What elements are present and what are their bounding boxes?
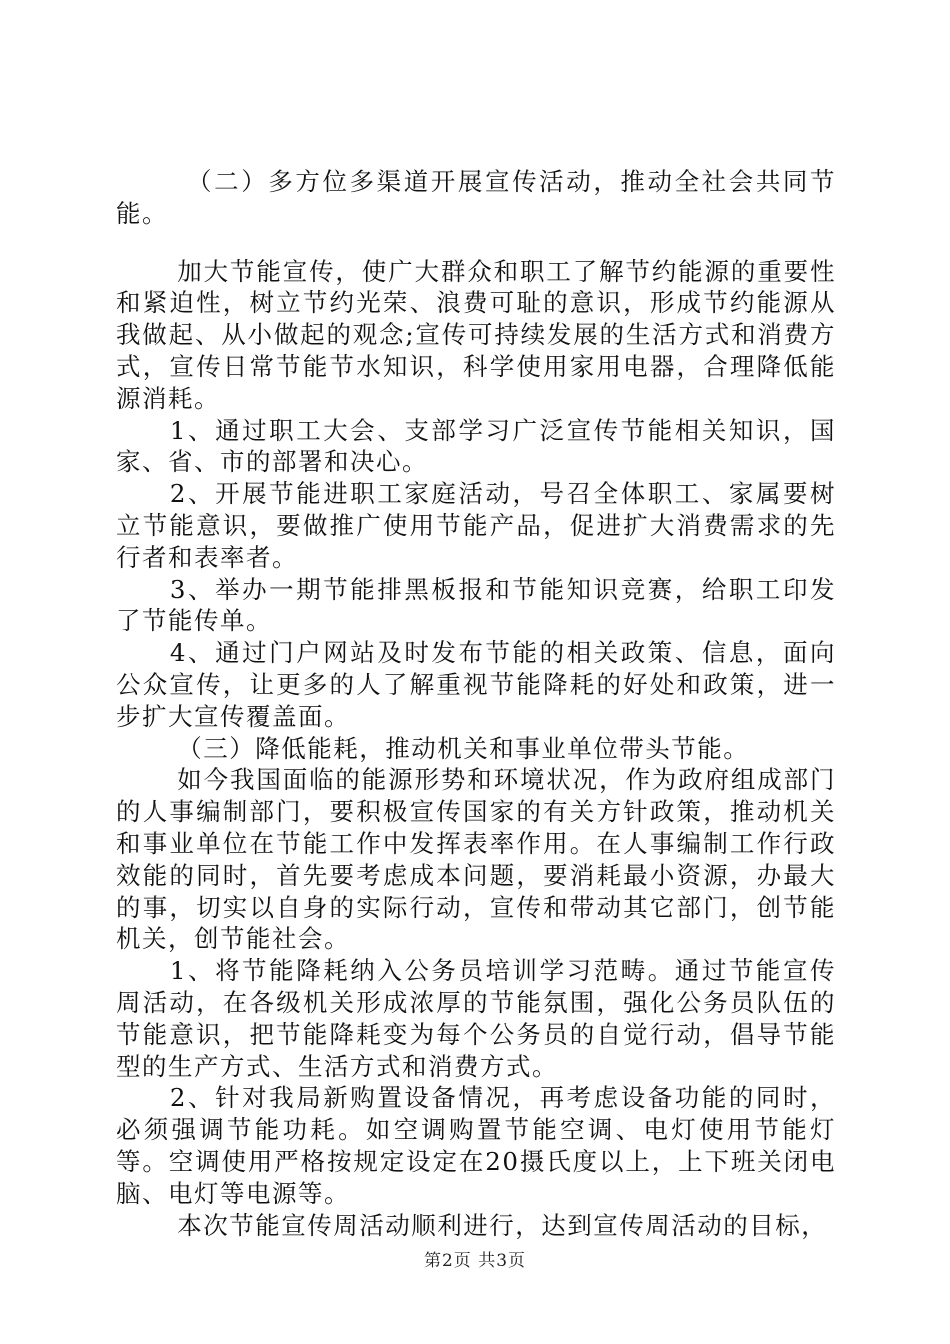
list-item: 2、开展节能进职工家庭活动，号召全体职工、家属要树立节能意识，要做推广使用节能产品，促进扩大消费需求的先行者和表率者。 — [116, 479, 836, 572]
section-heading-3: （三）降低能耗，推动机关和事业单位带头节能。 — [177, 733, 750, 763]
list-item: 1、将节能降耗纳入公务员培训学习范畴。通过节能宣传周活动，在各级机关形成浓厚的节能氛围，强化公务员队伍的节能意识，把节能降耗变为每个公务员的自觉行动，倡导节能型的生产方式、生活方式和消费方式。 — [116, 956, 836, 1081]
list-item: 4、通过门户网站及时发布节能的相关政策、信息，面向公众宣传，让更多的人了解重视节能降耗的好处和政策，进一步扩大宣传覆盖面。 — [116, 638, 836, 731]
body-paragraph: 加大节能宣传，使广大群众和职工了解节约能源的重要性和紧迫性，树立节约光荣、浪费可耻的意识，形成节约能源从我做起、从小做起的观念;宣传可持续发展的生活方式和消费方式，宣传日常节能节水知识，科学使用家用电器，合理降低能源消耗。 — [116, 256, 836, 413]
document-body — [116, 166, 836, 1241]
section-heading-2: （二）多方位多渠道开展宣传活动，推动全社会共同节能。 — [116, 167, 836, 228]
list-item: 3、举办一期节能排黑板报和节能知识竞赛，给职工印发了节能传单。 — [116, 574, 836, 636]
body-paragraph: 如今我国面临的能源形势和环境状况，作为政府组成部门的人事编制部门，要积极宣传国家的有关方针政策，推动机关和事业单位在节能工作中发挥表率作用。在人事编制工作行政效能的同时，首先要考虑成本问题，要消耗最小资源，办最大的事，切实以自身的实际行动，宣传和带动其它部门，创节能机关，创节能社会。 — [116, 765, 836, 954]
list-item: 1、通过职工大会、支部学习广泛宣传节能相关知识，国家、省、市的部署和决心。 — [116, 415, 836, 477]
body-paragraph: 本次节能宣传周活动顺利进行，达到宣传周活动的目标， — [177, 1210, 828, 1240]
page-footer: 第2页 共3页 — [423, 1251, 527, 1271]
list-item: 2、针对我局新购置设备情况，再考虑设备功能的同时，必须强调节能功耗。如空调购置节能空调、电灯使用节能灯等。空调使用严格按规定设定在20摄氏度以上，上下班关闭电脑、电灯等电源等。 — [116, 1083, 836, 1208]
